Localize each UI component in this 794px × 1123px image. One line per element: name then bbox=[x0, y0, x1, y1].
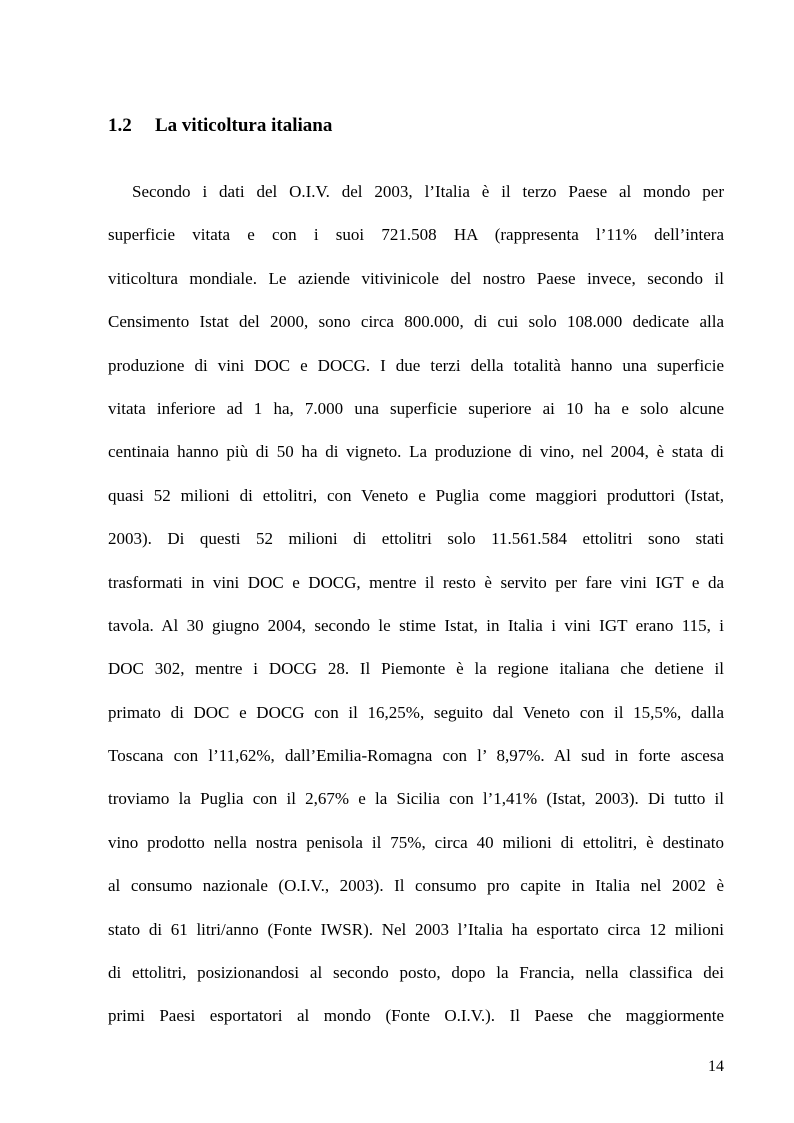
section-number: 1.2 bbox=[108, 115, 132, 136]
section-heading bbox=[108, 112, 332, 140]
body-line: troviamo la Puglia con il 2,67% e la Sicilia con l’1,41% (Istat, 2003). Di tutto il bbox=[108, 789, 724, 809]
page-number: 14 bbox=[708, 1058, 724, 1075]
body-line: vitata inferiore ad 1 ha, 7.000 una superficie superiore ai 10 ha e solo alcune bbox=[108, 398, 724, 418]
body-line: superficie vitata e con i suoi 721.508 HA (rappresenta l’11% dell’intera bbox=[108, 225, 724, 245]
body-line: al consumo nazionale (O.I.V., 2003). Il consumo pro capite in Italia nel 2002 è bbox=[108, 876, 724, 896]
body-line: trasformati in vini DOC e DOCG, mentre il resto è servito per fare vini IGT e da bbox=[108, 572, 724, 592]
body-line: stato di 61 litri/anno (Fonte IWSR). Nel 2003 l’Italia ha esportato circa 12 milioni bbox=[108, 919, 724, 939]
body-line: DOC 302, mentre i DOCG 28. Il Piemonte è la regione italiana che detiene il bbox=[108, 659, 724, 679]
body-line: Censimento Istat del 2000, sono circa 800.000, di cui solo 108.000 dedicate alla bbox=[108, 312, 724, 332]
body-line: vino prodotto nella nostra penisola il 75%, circa 40 milioni di ettolitri, è destinato bbox=[108, 832, 724, 852]
body-line: quasi 52 milioni di ettolitri, con Veneto e Puglia come maggiori produttori (Istat, bbox=[108, 485, 724, 505]
body-line: Secondo i dati del O.I.V. del 2003, l’Italia è il terzo Paese al mondo per bbox=[132, 182, 724, 201]
body-paragraph bbox=[108, 176, 724, 1044]
body-line: centinaia hanno più di 50 ha di vigneto. La produzione di vino, nel 2004, è stata di bbox=[108, 442, 724, 462]
section-title: La viticoltura italiana bbox=[155, 115, 333, 136]
body-line: viticoltura mondiale. Le aziende vitivinicole del nostro Paese invece, secondo il bbox=[108, 268, 724, 288]
body-line: primi Paesi esportatori al mondo (Fonte O.I.V.). Il Paese che maggiormente bbox=[108, 1006, 724, 1026]
body-line: di ettolitri, posizionandosi al secondo posto, dopo la Francia, nella classifica dei bbox=[108, 963, 724, 983]
body-line: primato di DOC e DOCG con il 16,25%, seguito dal Veneto con il 15,5%, dalla bbox=[108, 702, 724, 722]
body-line: produzione di vini DOC e DOCG. I due terzi della totalità hanno una superficie bbox=[108, 355, 724, 375]
body-line: 2003). Di questi 52 milioni di ettolitri solo 11.561.584 ettolitri sono stati bbox=[108, 529, 724, 549]
body-line: Toscana con l’11,62%, dall’Emilia-Romagna con l’ 8,97%. Al sud in forte ascesa bbox=[108, 746, 724, 766]
body-line: tavola. Al 30 giugno 2004, secondo le stime Istat, in Italia i vini IGT erano 115, i bbox=[108, 615, 724, 635]
